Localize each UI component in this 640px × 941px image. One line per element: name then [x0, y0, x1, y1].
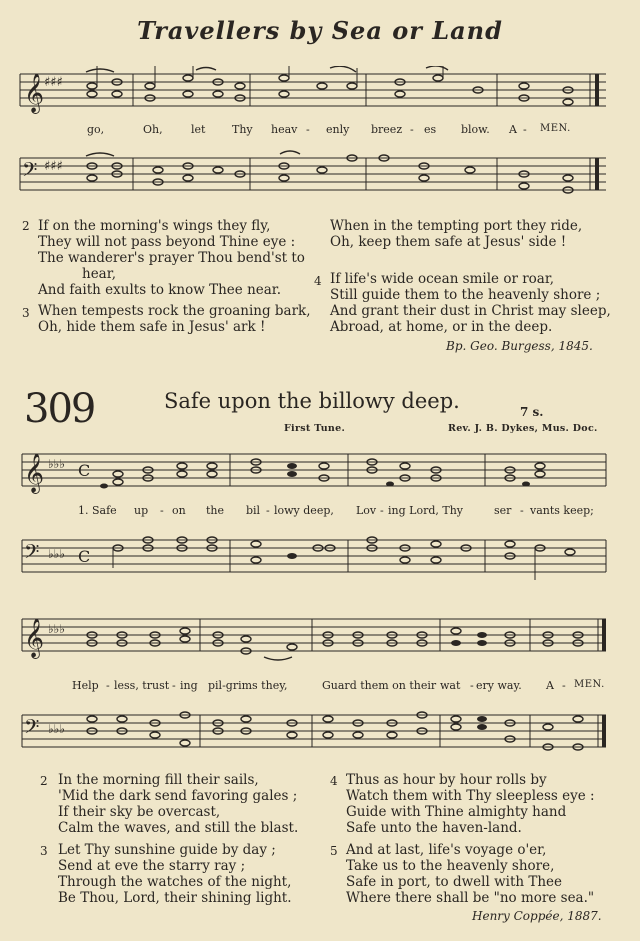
- verse-line: If life's wide ocean smile or roar,: [330, 271, 555, 287]
- lyric-syllable: pil-grims they,: [208, 679, 288, 692]
- lyric-syllable: ing: [180, 679, 198, 692]
- svg-text:𝄢: 𝄢: [24, 715, 40, 743]
- verse-line: Send at eve the starry ray ;: [58, 858, 246, 874]
- verse-line: Where there shall be "no more sea.": [346, 890, 595, 906]
- treble-staff-top-1: [0, 66, 640, 116]
- verse-line: When in the tempting port they ride,: [330, 218, 583, 234]
- verse-line: And at last, life's voyage o'er,: [346, 842, 547, 858]
- svg-text:C: C: [78, 461, 91, 480]
- lyric-syllable: -: [306, 123, 310, 136]
- previous-hymn-lyric-line: [0, 123, 640, 137]
- verse-line: If their sky be overcast,: [58, 804, 221, 820]
- verse-number: 3: [22, 306, 30, 320]
- lyric-syllable: ing Lord, Thy: [388, 504, 463, 517]
- lyric-syllable: -: [160, 504, 164, 517]
- lyric-syllable: -: [172, 679, 176, 692]
- verse-line: Safe in port, to dwell with Thee: [346, 874, 563, 890]
- verse-line: 'Mid the dark send favoring gales ;: [58, 788, 298, 804]
- lyric-syllable: -: [266, 504, 270, 517]
- lyric-syllable: Help: [72, 679, 99, 692]
- bass-staff-309-2: [0, 707, 640, 759]
- hymn-309-attribution: Henry Coppée, 1887.: [472, 909, 602, 923]
- bass-staff-top-1: [0, 150, 640, 200]
- svg-text:♭♭♭: ♭♭♭: [48, 722, 65, 736]
- lyric-syllable: ser: [494, 504, 512, 517]
- lyric-syllable: A: [546, 679, 554, 692]
- verse-line: Still guide them to the heavenly shore ;: [330, 287, 601, 303]
- lyric-syllable: the: [206, 504, 225, 517]
- lyric-syllable: blow.: [461, 123, 490, 136]
- hymn-meter: 7 s.: [520, 405, 544, 419]
- lyric-syllable: 1. Safe: [78, 504, 117, 517]
- lyric-syllable: less, trust: [114, 679, 170, 692]
- hymn-309-lyric-line-1: [0, 504, 640, 518]
- verse-line: Calm the waves, and still the blast.: [58, 820, 299, 836]
- svg-text:𝄞: 𝄞: [24, 73, 45, 113]
- lyric-syllable: bil: [246, 504, 261, 517]
- lyric-syllable: go,: [87, 123, 105, 136]
- verse-line: hear,: [82, 266, 116, 282]
- verse-line: Oh, hide them safe in Jesus' ark !: [38, 319, 266, 335]
- verse-line: Watch them with Thy sleepless eye :: [346, 788, 595, 804]
- lyric-syllable: lowy deep,: [274, 504, 334, 517]
- verse-number: 2: [22, 219, 30, 233]
- verse-line: And grant their dust in Christ may sleep,: [330, 303, 611, 319]
- verse-line: In the morning fill their sails,: [58, 772, 259, 788]
- lyric-syllable: heav: [271, 123, 298, 136]
- lyric-syllable: Guard them on their: [322, 679, 437, 692]
- lyric-syllable: -: [523, 123, 527, 136]
- verse-line: Take us to the heavenly shore,: [346, 858, 555, 874]
- lyric-syllable: -: [470, 679, 474, 692]
- verse-line: Safe unto the haven-land.: [346, 820, 522, 836]
- lyric-syllable: MEN.: [574, 679, 605, 690]
- svg-text:♭♭♭: ♭♭♭: [48, 457, 65, 471]
- verse-line: The wanderer's prayer Thou bend'st to: [38, 250, 305, 266]
- svg-text:𝄢: 𝄢: [22, 158, 38, 186]
- lyric-syllable: -: [106, 679, 110, 692]
- lyric-syllable: let: [191, 123, 206, 136]
- lyric-syllable: on: [172, 504, 186, 517]
- verse-line: They will not pass beyond Thine eye :: [38, 234, 296, 250]
- svg-text:♯♯♯: ♯♯♯: [44, 159, 63, 174]
- lyric-syllable: A: [509, 123, 517, 136]
- previous-hymn-title: Travellers by Sea or Land: [137, 16, 503, 45]
- verse-line: Abroad, at home, or in the deep.: [330, 319, 553, 335]
- treble-staff-309-2: [0, 611, 640, 667]
- lyric-syllable: vants keep;: [530, 504, 594, 517]
- lyric-syllable: -: [380, 504, 384, 517]
- lyric-syllable: Oh,: [143, 123, 163, 136]
- lyric-syllable: breez: [371, 123, 403, 136]
- verse-line: Through the watches of the night,: [58, 874, 292, 890]
- tune-label: First Tune.: [284, 423, 346, 434]
- svg-text:𝄞: 𝄞: [24, 618, 45, 658]
- svg-text:♭♭♭: ♭♭♭: [48, 547, 65, 561]
- verse-number: 3: [40, 844, 48, 858]
- svg-text:♭♭♭: ♭♭♭: [48, 622, 65, 636]
- verse-number: 4: [330, 774, 338, 788]
- verse-line: When tempests rock the groaning bark,: [38, 303, 311, 319]
- composer: Rev. J. B. Dykes, Mus. Doc.: [448, 423, 598, 434]
- verse-line: If on the morning's wings they fly,: [38, 218, 271, 234]
- hymn-title: Safe upon the billowy deep.: [164, 389, 460, 413]
- lyric-syllable: Lov: [356, 504, 377, 517]
- lyric-syllable: wat: [440, 679, 461, 692]
- lyric-syllable: -: [520, 504, 524, 517]
- lyric-syllable: -: [410, 123, 414, 136]
- verse-line: Thus as hour by hour rolls by: [346, 772, 547, 788]
- lyric-syllable: enly: [326, 123, 350, 136]
- verse-number: 4: [314, 274, 322, 288]
- svg-text:♯♯♯: ♯♯♯: [44, 75, 63, 90]
- lyric-syllable: up: [134, 504, 149, 517]
- verse-line: Let Thy sunshine guide by day ;: [58, 842, 276, 858]
- verse-number: 2: [40, 774, 48, 788]
- lyric-syllable: es: [424, 123, 437, 136]
- verse-line: And faith exults to know Thee near.: [38, 282, 282, 298]
- svg-text:𝄢: 𝄢: [24, 540, 40, 568]
- lyric-syllable: MEN.: [540, 123, 571, 134]
- treble-staff-309-1: [0, 446, 640, 500]
- verse-line: Oh, keep them safe at Jesus' side !: [330, 234, 567, 250]
- hymn-309-lyric-line-2: [0, 679, 640, 693]
- previous-hymn-attribution: Bp. Geo. Burgess, 1845.: [446, 339, 593, 353]
- lyric-syllable: -: [562, 679, 566, 692]
- lyric-syllable: Thy: [232, 123, 253, 136]
- lyric-syllable: ery way.: [476, 679, 522, 692]
- verse-line: Guide with Thine almighty hand: [346, 804, 567, 820]
- verse-number: 5: [330, 844, 338, 858]
- hymn-number: 309: [24, 386, 95, 432]
- svg-text:C: C: [78, 547, 91, 566]
- verse-line: Be Thou, Lord, their shining light.: [58, 890, 292, 906]
- svg-text:𝄞: 𝄞: [24, 453, 45, 493]
- bass-staff-309-1: [0, 532, 640, 588]
